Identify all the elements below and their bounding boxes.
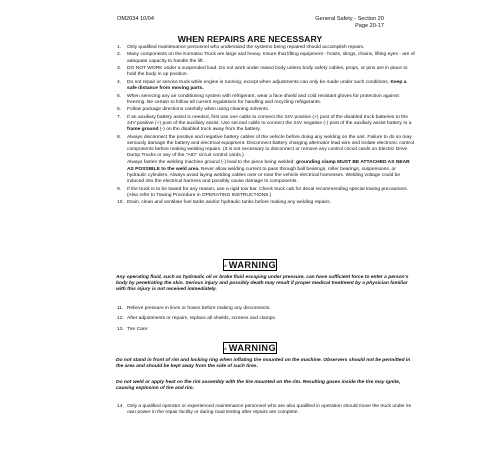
page-number: Page 20-17	[355, 23, 384, 29]
repair-list-continued	[117, 306, 415, 337]
section-title: General Safety - Section 20	[315, 16, 384, 22]
list-item	[117, 404, 415, 416]
page-title: WHEN REPAIRS ARE NECESSARY	[177, 34, 323, 44]
list-item	[117, 134, 415, 186]
item-text: When servicing any air conditioning system with refrigerant, wear a face shield and cold resistant gloves for protection against freezing. Be certain to follow all current regulations for handling and recycling refrigerants.	[127, 93, 399, 105]
warning-box	[223, 342, 277, 354]
item-number: 6.	[117, 107, 122, 113]
list-item	[117, 79, 415, 93]
item-text: Always disconnect the positive and negative battery cables of the vehicle before doing any welding on the unit. Failure to do so may seriously damage the battery and electrical equipment. Disconnect battery charging alternator lead wire and isolate electronic control components before making welding repairs. (It is not necessary to disconnect or remove any control circuit cards on Electric Drive Dump Trucks or any of the "AID" circuit control cards.)	[127, 134, 414, 159]
item-number: 9.	[117, 186, 122, 192]
item-number: 8.	[117, 134, 122, 140]
repair-list	[117, 45, 415, 208]
item-number: 1.	[117, 45, 122, 50]
list-item	[117, 186, 415, 200]
item-number: 10.	[117, 200, 124, 206]
list-item	[117, 45, 415, 51]
warning-box	[223, 259, 277, 271]
item-text: Only qualified maintenance personnel who understand the systems being repaired should accomplish repairs.	[127, 45, 365, 50]
item-number: 12.	[117, 316, 124, 322]
section-header	[315, 16, 384, 30]
item-text: Follow package directions carefully when using cleaning solvents.	[127, 107, 270, 113]
item-number: 14.	[117, 404, 124, 409]
warning-text: Any operating fluid, such as hydraulic oil or brake fluid escaping under pressure, can have sufficient force to enter a person's body by penetrating the skin. Serious injury and possibly death may result if proper medical treatment by a physician familiar with this injury is not received immediately.	[116, 275, 409, 293]
doc-code: OM2034 10/04	[117, 16, 155, 22]
warning-text: Do not stand in front of rim and locking ring when inflating tire mounted on the machine. Observers should not be permitted in the area and should be kept away from the side of such tires.	[116, 358, 411, 370]
item-text: Only a qualified operator or experienced maintenance personnel who are also qualified in operation should move the truck under its own power in the repair facility or during road testing after repairs are complete.	[127, 404, 412, 416]
warning-label: WARNING	[228, 343, 276, 353]
list-item	[117, 107, 415, 113]
list-item	[117, 93, 415, 107]
item-text: After adjustments or repairs, replace all shields, screens and clamps.	[127, 316, 277, 322]
item-text: Do not repair or service truck while engine is running, except when adjustments can only be made under such conditions. Keep a safe distance from moving parts.	[127, 79, 407, 92]
warning-triangle-icon	[224, 261, 227, 270]
item-number: 5.	[117, 93, 122, 99]
list-item	[117, 316, 415, 322]
item-number: 13.	[117, 326, 124, 332]
item-text: Drain, clean and ventilate fuel tanks and/or hydraulic tanks before making any welding repairs.	[127, 200, 331, 206]
item-number: 7.	[117, 114, 122, 120]
list-item	[117, 306, 415, 312]
item-number: 2.	[117, 52, 122, 58]
item-text: Tire Care:	[127, 326, 149, 332]
emphasis-text: frame ground	[127, 127, 159, 133]
item-text: DO NOT WORK under a suspended load. Do not work under raised body unless body safety cables, props, or pins are in place to hold the body in up position.	[127, 66, 408, 78]
item-text: Relieve pressure in lines or hoses before making any disconnects.	[127, 306, 271, 311]
item-text: If the truck is to be towed for any reason, use a rigid tow bar. Check truck cab for decal recommending special towing precautions. (Also refer to Towing Procedure in OPERATING INSTRUCTIONS.)	[127, 186, 409, 198]
emphasis-text: grounding clamp MUST BE ATTACHED AS NEAR AS POSSIBLE to the weld area.	[127, 160, 410, 172]
warning-triangle-icon	[224, 344, 227, 353]
emphasis-text: Keep a safe distance from moving parts.	[127, 79, 407, 92]
repair-list-continued	[117, 404, 415, 421]
warning-text: Do not weld or apply heat on the rim assembly with the tire mounted on the rim. Resulting gases inside the tire may ignite, causing explosion of tire and rim.	[116, 380, 401, 392]
item-text: If an auxiliary battery assist is needed, first use one cable to connect the 24V positive (+) post of the disabled truck batteries to the 24V positive (+) post of the auxiliary assist. Use second cable to connect the 24V negative (-) post of the auxiliary assist battery to a frame ground (-) on the disabled truck away from the battery.	[127, 114, 412, 133]
item-number: 4.	[117, 79, 122, 85]
item-text: Many components on the Komatsu Truck are large and heavy. Insure that lifting equipment - hoists, slings, chains, lifting eyes - are of adequate capacity to handle the lift.	[127, 52, 415, 64]
item-number: 3.	[117, 66, 122, 72]
warning-label: WARNING	[228, 260, 276, 270]
list-item	[117, 52, 415, 65]
list-item	[117, 66, 415, 79]
list-item	[117, 200, 415, 206]
list-item	[117, 326, 415, 333]
list-item	[117, 114, 415, 134]
item-subparagraph: Always fasten the welding machine ground (-) lead to the piece being welded; grounding clamp MUST BE ATTACHED AS NEAR AS POSSIBLE to the weld area. Never allow welding current to pass through ball bearings, roller bearings, suspensions, or hydraulic cylinders. Always avoid laying welding cables over or near the vehicle electrical harnesses. Welding voltage could be induced into the electrical harness and possibly cause damage to components.	[127, 160, 410, 185]
item-number: 11.	[117, 306, 124, 311]
